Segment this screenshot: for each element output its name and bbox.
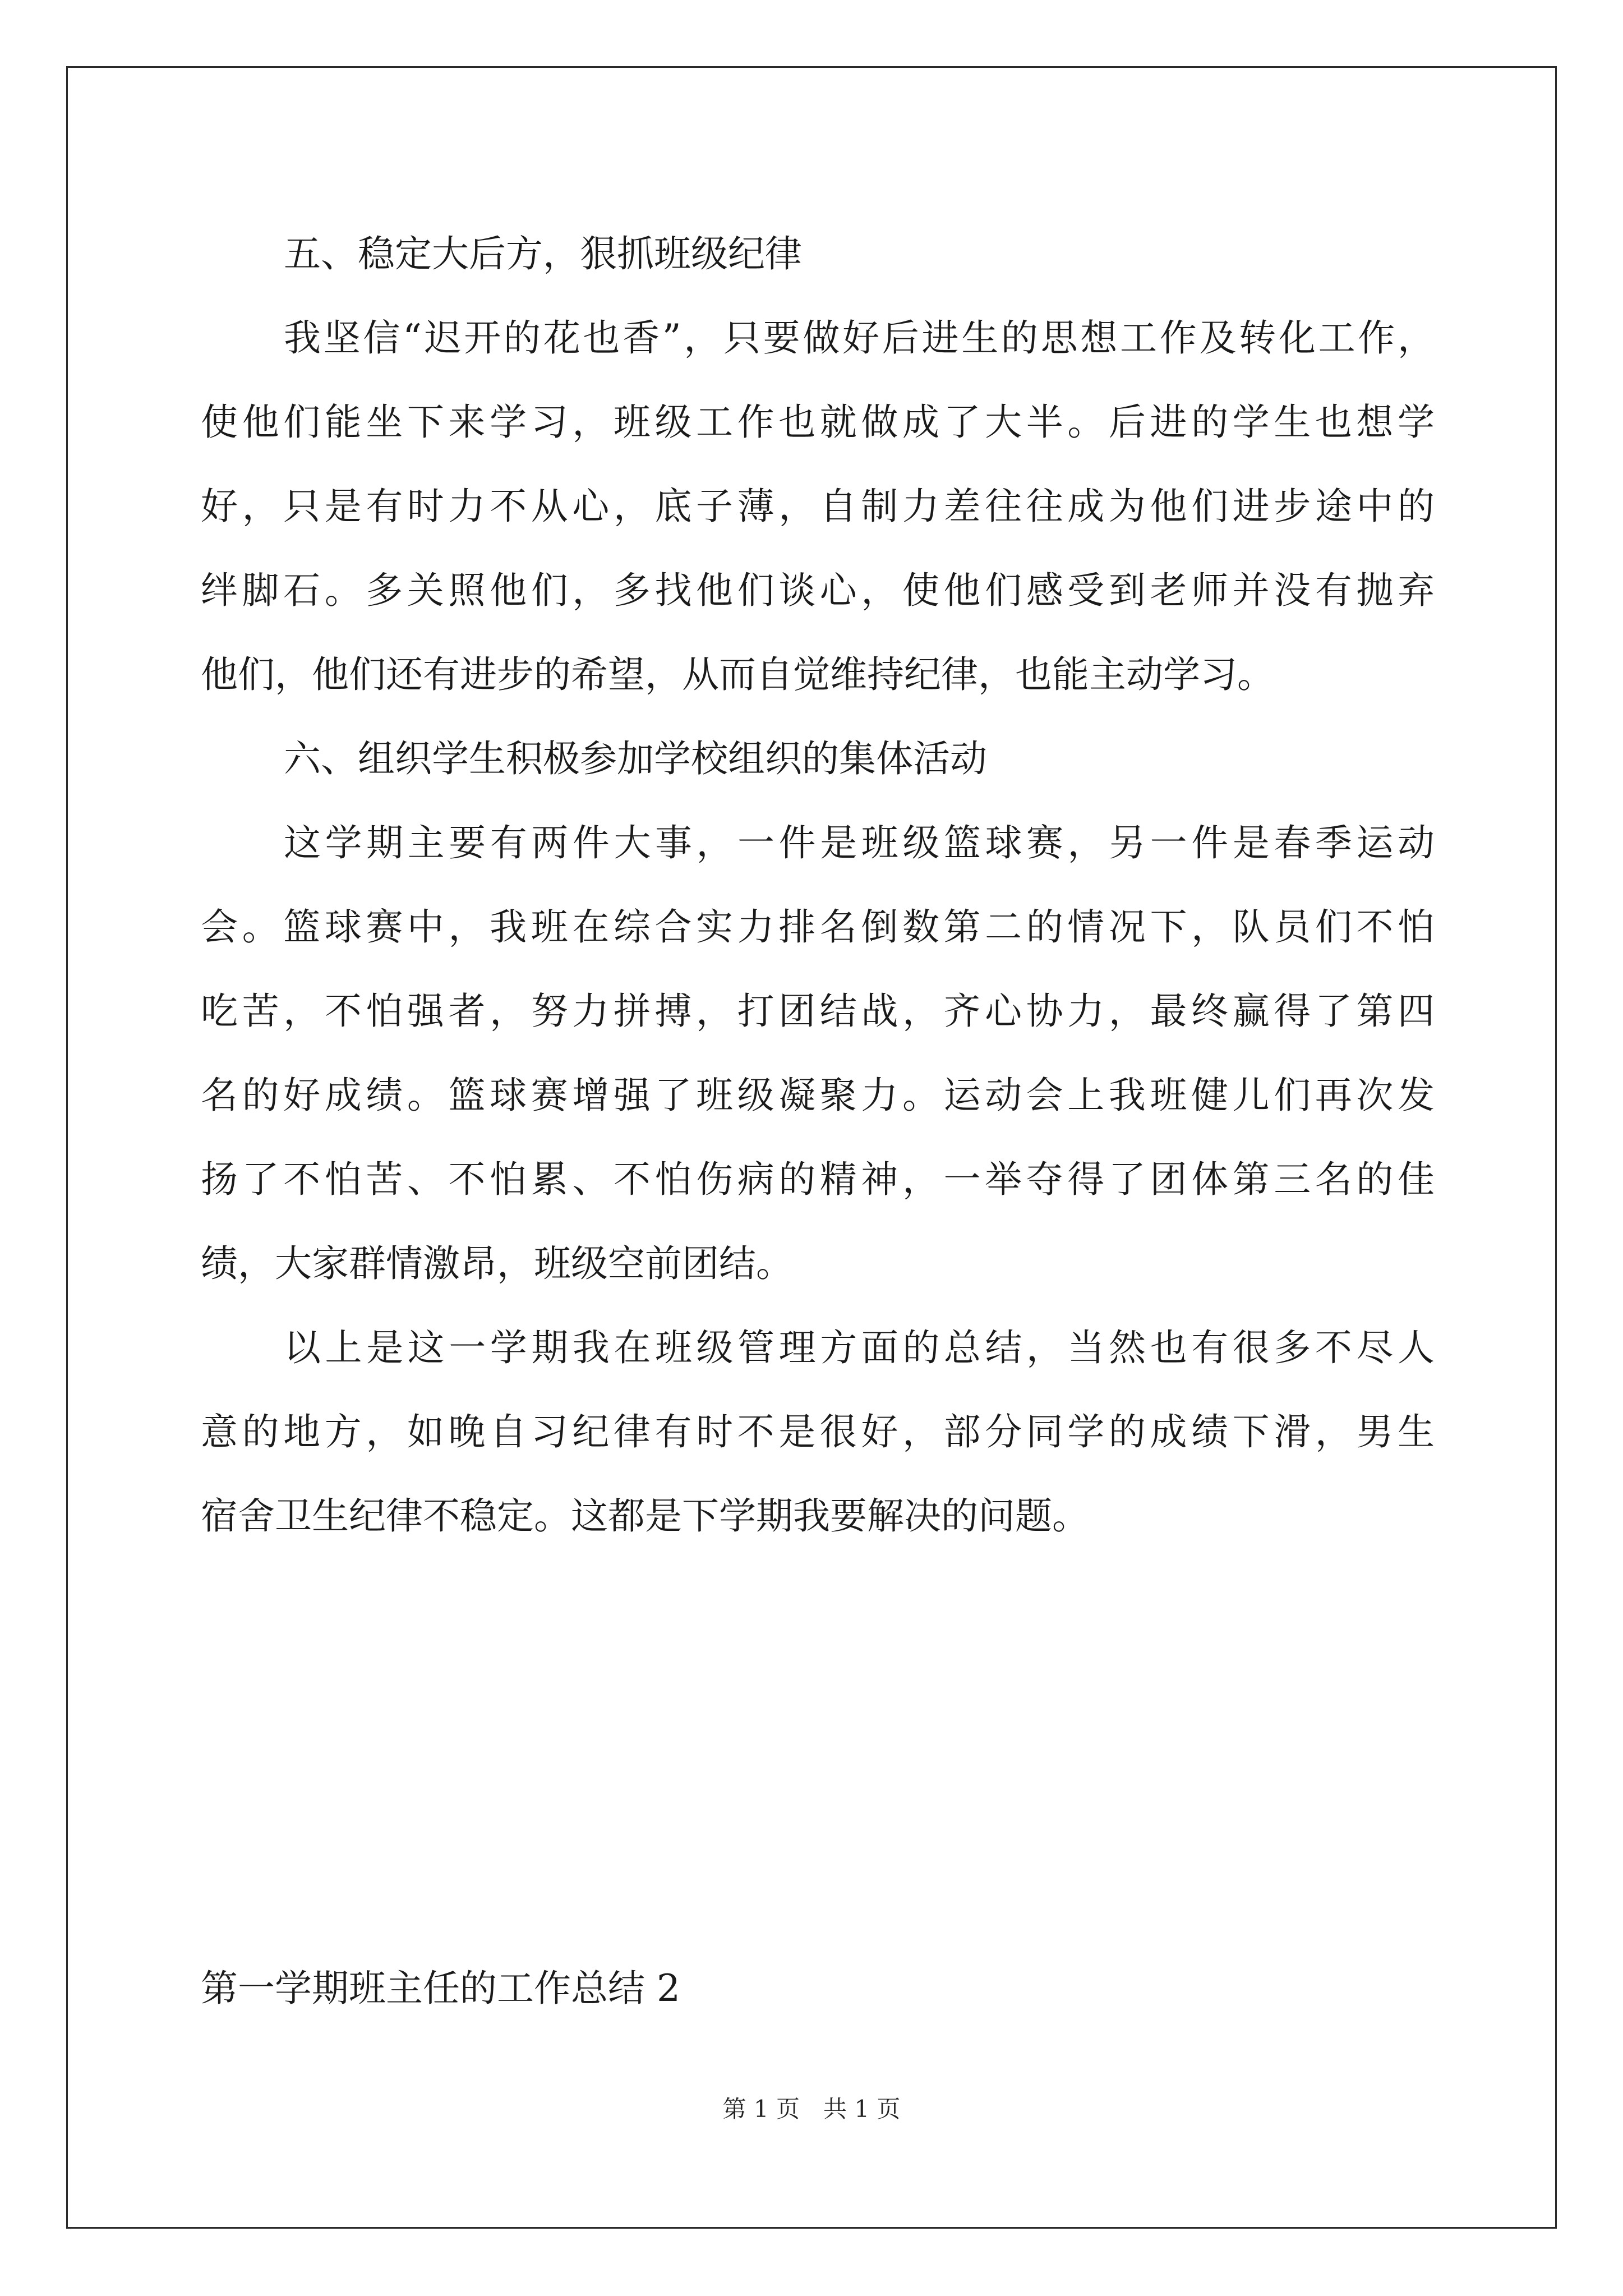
document-body bbox=[201, 212, 1435, 1558]
paragraph-line: 绩，大家群情激昂，班级空前团结。 bbox=[201, 1242, 793, 1285]
paragraph-line: 名的好成绩。篮球赛增强了班级凝聚力。运动会上我班健儿们再次发 bbox=[201, 1074, 1435, 1117]
paragraph-line: 好，只是有时力不从心，底子薄，自制力差往往成为他们进步途中的 bbox=[201, 485, 1435, 528]
paragraph-line: 会。篮球赛中，我班在综合实力排名倒数第二的情况下，队员们不怕 bbox=[201, 905, 1435, 949]
paragraph-line: 以上是这一学期我在班级管理方面的总结，当然也有很多不尽人 bbox=[284, 1326, 1435, 1369]
paragraph-line: 这学期主要有两件大事，一件是班级篮球赛，另一件是春季运动 bbox=[284, 821, 1435, 864]
paragraph-line: 扬了不怕苦、不怕累、不怕伤病的精神，一举夺得了团体第三名的佳 bbox=[201, 1158, 1435, 1201]
paragraph-line: 他们，他们还有进步的希望，从而自觉维持纪律，也能主动学习。 bbox=[201, 653, 1274, 696]
section-heading-5: 五、稳定大后方，狠抓班级纪律 bbox=[284, 232, 802, 275]
paragraph-line: 绊脚石。多关照他们，多找他们谈心，使他们感受到老师并没有抛弃 bbox=[201, 569, 1435, 612]
page-footer: 第 1 页 共 1 页 bbox=[722, 2095, 901, 2123]
paragraph-line: 使他们能坐下来学习，班级工作也就做成了大半。后进的学生也想学 bbox=[201, 401, 1435, 444]
paragraph-line: 意的地方，如晚自习纪律有时不是很好，部分同学的成绩下滑，男生 bbox=[201, 1410, 1435, 1453]
paragraph-line: 吃苦，不怕强者，努力拼搏，打团结战，齐心协力，最终赢得了第四 bbox=[201, 990, 1435, 1033]
section-heading-6: 六、组织学生积极参加学校组织的集体活动 bbox=[284, 737, 987, 780]
paragraph-line: 宿舍卫生纪律不稳定。这都是下学期我要解决的问题。 bbox=[201, 1494, 1089, 1538]
next-section-title: 第一学期班主任的工作总结 2 bbox=[201, 1967, 680, 2010]
paragraph-line: 我坚信“迟开的花也香”，只要做好后进生的思想工作及转化工作， bbox=[284, 316, 1435, 360]
